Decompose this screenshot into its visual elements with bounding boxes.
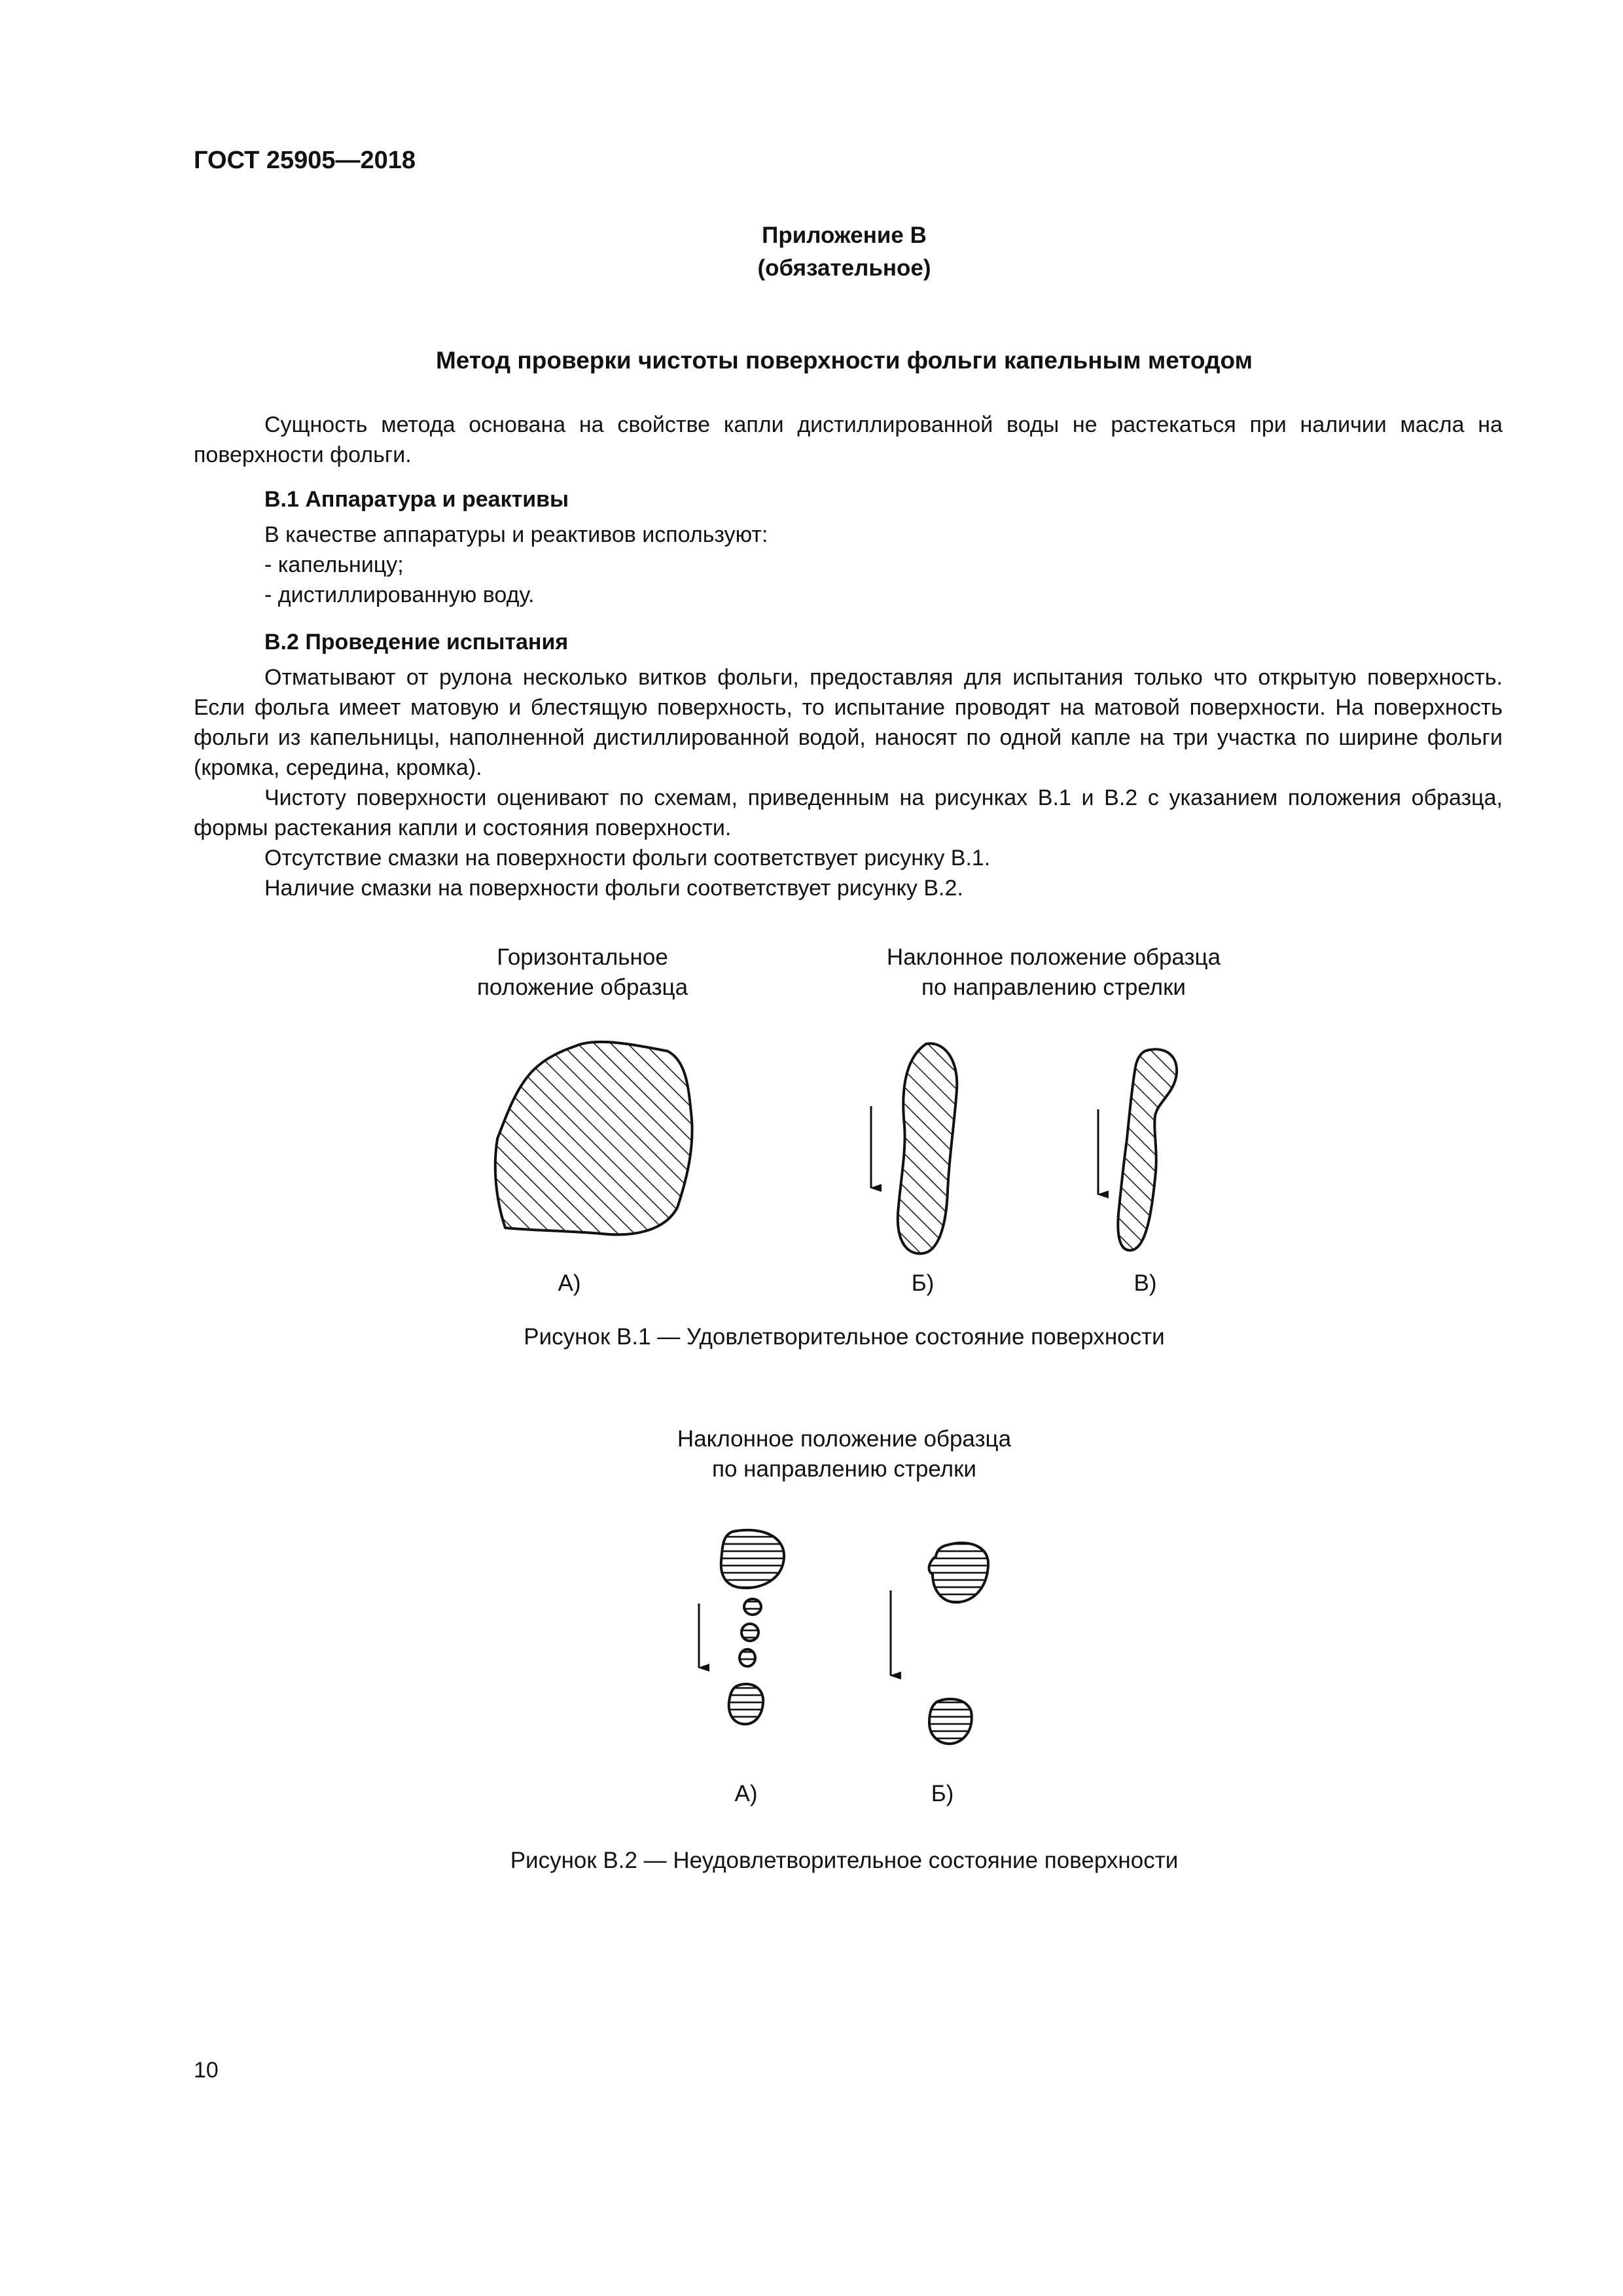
figure-2-sublabel-a: А)	[734, 1781, 758, 1806]
figure-2-inclined-label-line-1: Наклонное положение образца	[677, 1426, 1012, 1452]
droplet-small	[740, 1649, 755, 1666]
section-1-heading: В.1 Аппаратура и реактивы	[264, 487, 569, 512]
section-2-paragraph-4: Наличие смазки на поверхности фольги соответствует рисунку В.2.	[264, 876, 963, 901]
section-2-paragraph-3: Отсутствие смазки на поверхности фольги соответствует рисунку В.1.	[264, 846, 991, 870]
page-number: 10	[194, 2058, 219, 2083]
drop-narrow-hatched	[1118, 1049, 1177, 1250]
figure-1-sublabel-a: А)	[558, 1270, 581, 1296]
figure-1-inclined-label-line-2: по направлению стрелки	[921, 975, 1186, 1000]
drop-elongated-hatched	[898, 1043, 957, 1253]
document-code: ГОСТ 25905—2018	[194, 147, 416, 174]
droplet-small	[744, 1599, 761, 1615]
drop-lower-hatched	[929, 1699, 972, 1744]
figure-1-caption: Рисунок В.1 — Удовлетворительное состояние поверхности	[524, 1324, 1165, 1350]
section-2-paragraph-1: Отматывают от рулона несколько витков фольги, предоставляя для испытания только что открытую поверхность. Если фольга имеет матовую и блестящую поверхность, то испытание проводят на матовой поверхности. На поверхность фольги из капельницы, наполненной дистиллированной водой, наносят по одной капле на три участка по ширине фольги (кромка, середина, кромка).	[194, 665, 1503, 780]
droplet-small	[741, 1624, 758, 1641]
appendix-status: (обязательное)	[757, 255, 931, 281]
figure-1-sublabel-v: В)	[1133, 1270, 1157, 1296]
section-1-lead: В качестве аппаратуры и реактивов используют:	[264, 522, 768, 547]
figure-1-horizontal-label-line-2: положение образца	[476, 975, 688, 1000]
page-title: Метод проверки чистоты поверхности фольги капельным методом	[435, 347, 1253, 374]
figure-2-inclined-label-line-2: по направлению стрелки	[712, 1456, 976, 1482]
figure-2-caption: Рисунок В.2 — Неудовлетворительное состояние поверхности	[510, 1848, 1179, 1873]
intro-paragraph: Сущность метода основана на свойстве капли дистиллированной воды не растекаться при наличии масла на поверхности фольги.	[194, 412, 1503, 467]
drop-upper-hatched	[929, 1543, 989, 1602]
figure-1-inclined-label-line-1: Наклонное положение образца	[886, 944, 1221, 970]
drop-spread-hatched	[495, 1042, 692, 1234]
list-item: - дистиллированную воду.	[264, 583, 535, 607]
section-2-heading: В.2 Проведение испытания	[264, 630, 569, 655]
section-2-paragraph-2: Чистоту поверхности оценивают по схемам, приведенным на рисунках В.1 и В.2 с указанием положения образца, формы растекания капли и состояния поверхности.	[194, 785, 1503, 840]
appendix-label: Приложение В	[762, 223, 927, 248]
figure-1-sublabel-b: Б)	[911, 1270, 935, 1296]
figure-1-horizontal-label-line-1: Горизонтальное	[497, 944, 668, 970]
drop-large-hatched	[721, 1530, 784, 1588]
figure-2-sublabel-b: Б)	[931, 1781, 954, 1806]
drop-medium-hatched	[729, 1684, 763, 1724]
list-item: - капельницу;	[264, 552, 404, 577]
